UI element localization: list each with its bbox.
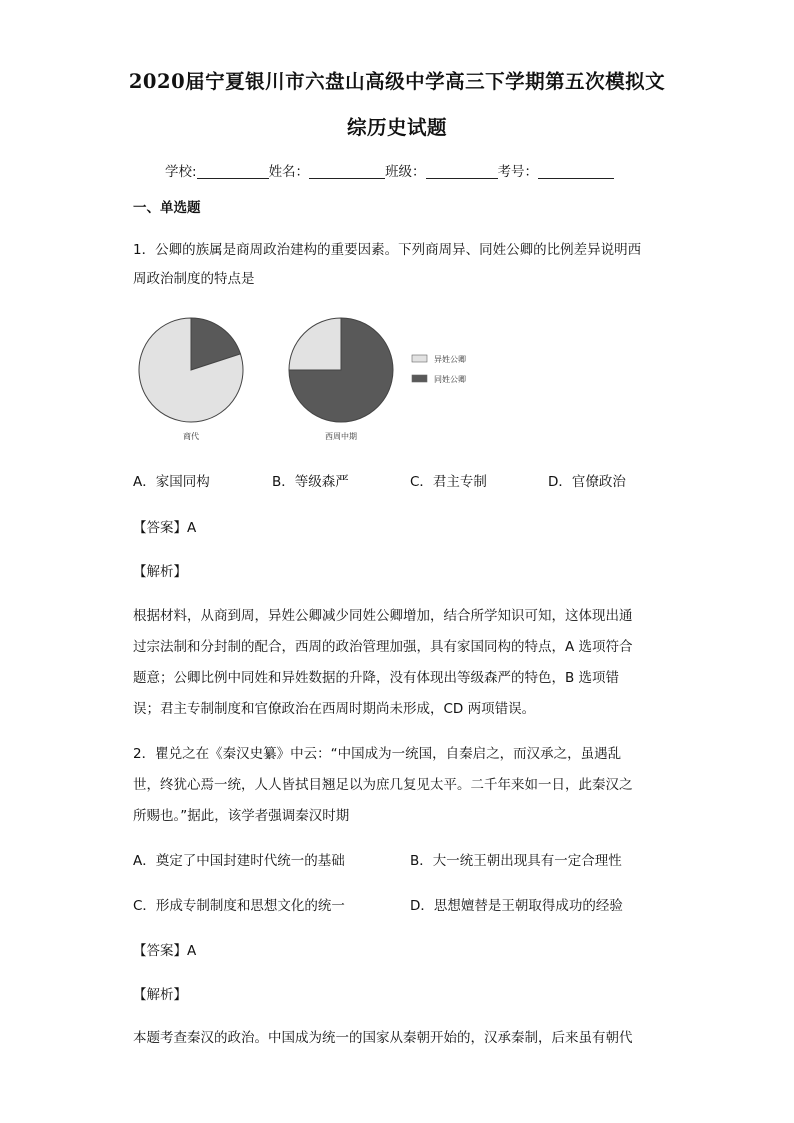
legend-swatch-1 — [412, 375, 427, 382]
q1-analysis-line3: 题意；公卿比例中同姓和异姓数据的升降，没有体现出等级森严的特色，B 选项错 — [133, 670, 620, 686]
pie-slice-1-other-surname — [289, 318, 341, 370]
q2-analysis-label: 【解析】 — [133, 987, 187, 1003]
q2-option-a[interactable]: A．奠定了中国封建时代统一的基础 — [133, 853, 345, 869]
q1-analysis-label: 【解析】 — [133, 564, 187, 580]
name-blank[interactable] — [309, 164, 385, 179]
q2-stem-line2: 世，终犹心焉一统，人人皆拭目翘足以为庶几复见太平。二千年来如一日，此秦汉之 — [133, 777, 633, 793]
q2-analysis-line1: 本题考查秦汉的政治。中国成为统一的国家从秦朝开始的，汉承秦制，后来虽有朝代 — [133, 1030, 633, 1046]
q1-analysis-line2: 过宗法制和分封制的配合，西周的政治管理加强，具有家国同构的特点，A 选项符合 — [133, 639, 633, 655]
pie-label-1: 西周中期 — [325, 432, 357, 441]
q2-answer: 【答案】A — [133, 943, 197, 959]
section-heading: 一、单选题 — [133, 200, 201, 216]
q1-option-a[interactable]: A．家国同构 — [133, 474, 210, 490]
document-title-line1: 2020届宁夏银川市六盘山高级中学高三下学期第五次模拟文 — [128, 70, 666, 93]
name-label: 姓名： — [268, 164, 310, 180]
q2-option-c[interactable]: C．形成专制制度和思想文化的统一 — [133, 898, 345, 914]
document-title-line2: 综历史试题 — [346, 116, 447, 139]
q2-stem-line3: 所赐也。”据此，该学者强调秦汉时期 — [133, 808, 350, 824]
pie-label-0: 商代 — [183, 432, 199, 441]
school-blank[interactable] — [197, 164, 269, 179]
q1-option-d[interactable]: D．官僚政治 — [548, 474, 626, 490]
class-label: 班级： — [385, 164, 426, 180]
number-label: 考号： — [497, 164, 539, 180]
q2-option-d[interactable]: D．思想嬗替是王朝取得成功的经验 — [410, 898, 623, 914]
legend-label-0: 异姓公卿 — [434, 355, 466, 364]
legend-label-1: 同姓公卿 — [434, 375, 466, 384]
pie-charts — [130, 310, 510, 450]
q1-option-b[interactable]: B．等级森严 — [272, 474, 349, 490]
q2-stem-line1: 2．瞿兑之在《秦汉史纂》中云：“中国成为一统国，自秦启之，而汉承之，虽遇乱 — [133, 746, 622, 762]
number-blank[interactable] — [538, 164, 614, 179]
q2-option-b[interactable]: B．大一统王朝出现具有一定合理性 — [410, 853, 622, 869]
q1-analysis-line1: 根据材料，从商到周，异姓公卿减少同姓公卿增加，结合所学知识可知，这体现出通 — [133, 608, 633, 624]
class-blank[interactable] — [426, 164, 498, 179]
q1-stem-line2: 周政治制度的特点是 — [133, 271, 255, 287]
q1-analysis-line4: 误；君主专制制度和官僚政治在西周时期尚未形成，CD 两项错误。 — [133, 701, 536, 717]
school-label: 学校: — [165, 164, 197, 180]
q1-option-c[interactable]: C．君主专制 — [410, 474, 487, 490]
legend-swatch-0 — [412, 355, 427, 362]
q1-stem-line1: 1．公卿的族属是商周政治建构的重要因素。下列商周异、同姓公卿的比例差异说明西 — [133, 242, 642, 258]
q1-answer: 【答案】A — [133, 520, 197, 536]
student-info-line — [165, 160, 614, 180]
